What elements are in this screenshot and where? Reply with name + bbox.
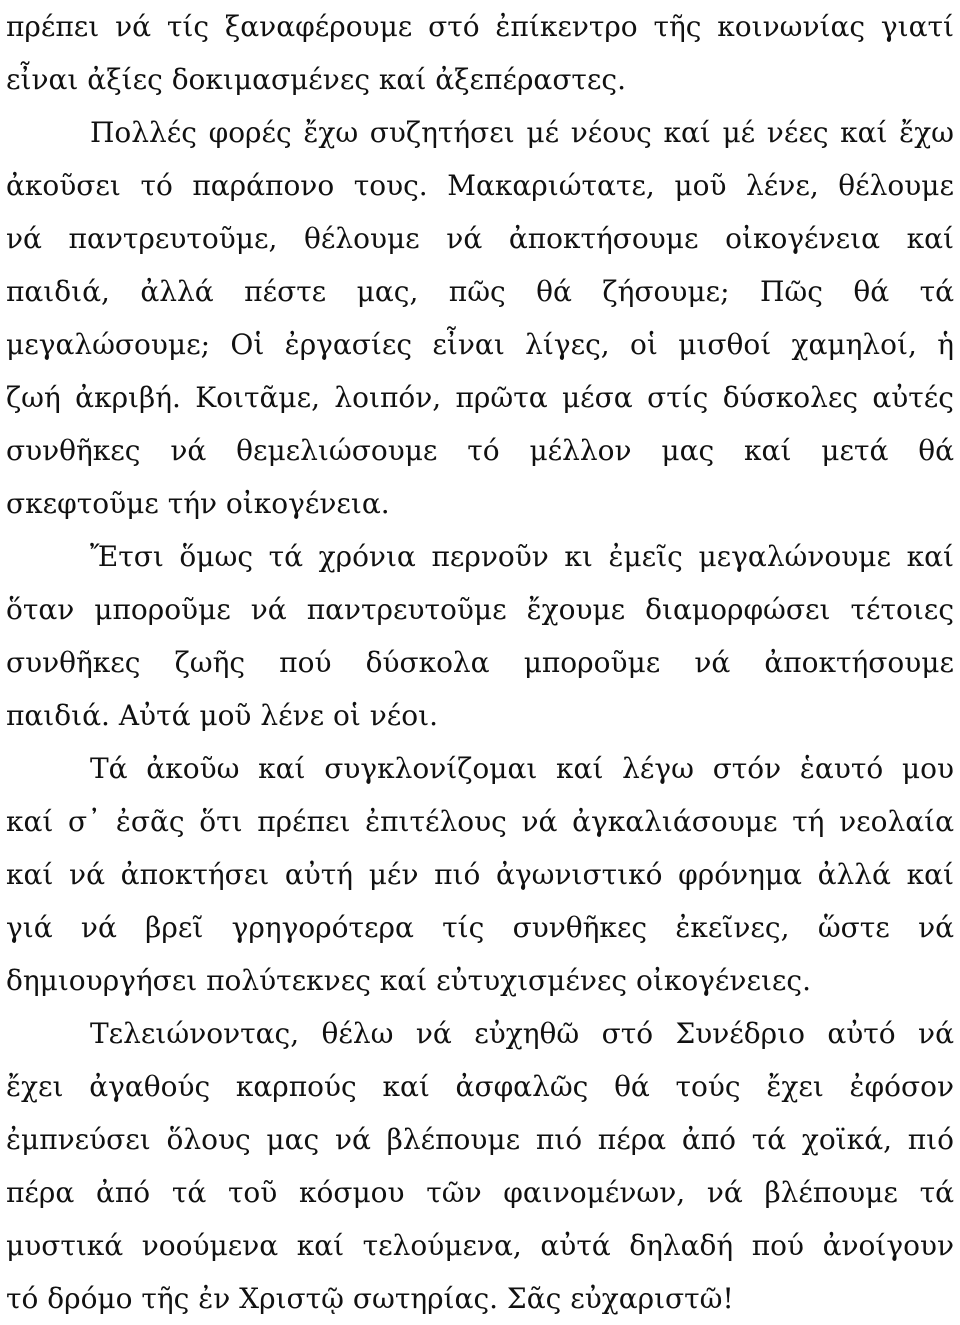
paragraph-first-line: Τά ἀκοῦω καί συγκλονίζομαι καί λέγω στόν ἑαυτό μου — [90, 752, 954, 785]
text-line: νά παντρευτοῦμε, θέλουμε νά ἀποκτήσουμε οἰκογένεια καί — [6, 222, 954, 255]
text-line: πέρα ἀπό τά τοῦ κόσμου τῶν φαινομένων, νά βλέπουμε τά — [6, 1176, 954, 1209]
text-line: μεγαλώσουμε; Οἱ ἐργασίες εἶναι λίγες, οἱ μισθοί χαμηλοί, ἡ — [6, 328, 954, 361]
paragraph-first-line: Ἔτσι ὅμως τά χρόνια περνοῦν κι ἐμεῖς μεγαλώνουμε καί — [90, 540, 954, 573]
text-line: ἐμπνεύσει ὅλους μας νά βλέπουμε πιό πέρα ἀπό τά χοϊκά, πιό — [6, 1123, 954, 1156]
text-line: συνθῆκες ζωῆς πού δύσκολα μποροῦμε νά ἀποκτήσουμε — [6, 646, 954, 679]
text-line: παιδιά, ἀλλά πέστε μας, πῶς θά ζήσουμε; Πῶς θά τά — [6, 275, 954, 308]
text-line: καί νά ἀποκτήσει αὐτή μέν πιό ἀγωνιστικό φρόνημα ἀλλά καί — [6, 858, 954, 891]
text-line: μυστικά νοούμενα καί τελούμενα, αὐτά δηλαδή πού ἀνοίγουν — [6, 1229, 954, 1262]
paragraph-first-line: Τελειώνοντας, θέλω νά εὐχηθῶ στό Συνέδριο αὐτό νά — [90, 1017, 954, 1050]
document-page — [6, 0, 954, 1325]
text-line: ὅταν μποροῦμε νά παντρευτοῦμε ἔχουμε διαμορφώσει τέτοιες — [6, 593, 954, 626]
text-line: συνθῆκες νά θεμελιώσουμε τό μέλλον μας καί μετά θά — [6, 434, 954, 467]
text-line: καί σ᾽ ἐσᾶς ὅτι πρέπει ἐπιτέλους νά ἀγκαλιάσουμε τή νεολαία — [6, 805, 954, 838]
paragraph-end-line: εἶναι ἀξίες δοκιμασμένες καί ἀξεπέραστες. — [6, 63, 627, 96]
paragraph-end-line: σκεφτοῦμε τήν οἰκογένεια. — [6, 487, 390, 520]
text-line: ἀκοῦσει τό παράπονο τους. Μακαριώτατε, μοῦ λένε, θέλουμε — [6, 169, 954, 202]
text-line: γιά νά βρεῖ γρηγορότερα τίς συνθῆκες ἐκεῖνες, ὥστε νά — [6, 911, 954, 944]
paragraph-end-line: δημιουργήσει πολύτεκνες καί εὐτυχισμένες οἰκογένειες. — [6, 964, 812, 997]
paragraph-first-line: Πολλές φορές ἔχω συζητήσει μέ νέους καί μέ νέες καί ἔχω — [90, 116, 954, 149]
text-line: ἔχει ἀγαθούς καρπούς καί ἀσφαλῶς θά τούς ἔχει ἐφόσον — [6, 1070, 954, 1103]
paragraph-end-line: παιδιά. Αὐτά μοῦ λένε οἱ νέοι. — [6, 699, 439, 732]
text-line: πρέπει νά τίς ξαναφέρουμε στό ἐπίκεντρο τῆς κοινωνίας γιατί — [6, 10, 954, 43]
text-line: ζωή ἀκριβή. Κοιτᾶμε, λοιπόν, πρῶτα μέσα στίς δύσκολες αὐτές — [6, 381, 954, 414]
paragraph-end-line: τό δρόμο τῆς ἐν Χριστῷ σωτηρίας. Σᾶς εὐχαριστῶ! — [6, 1282, 734, 1315]
